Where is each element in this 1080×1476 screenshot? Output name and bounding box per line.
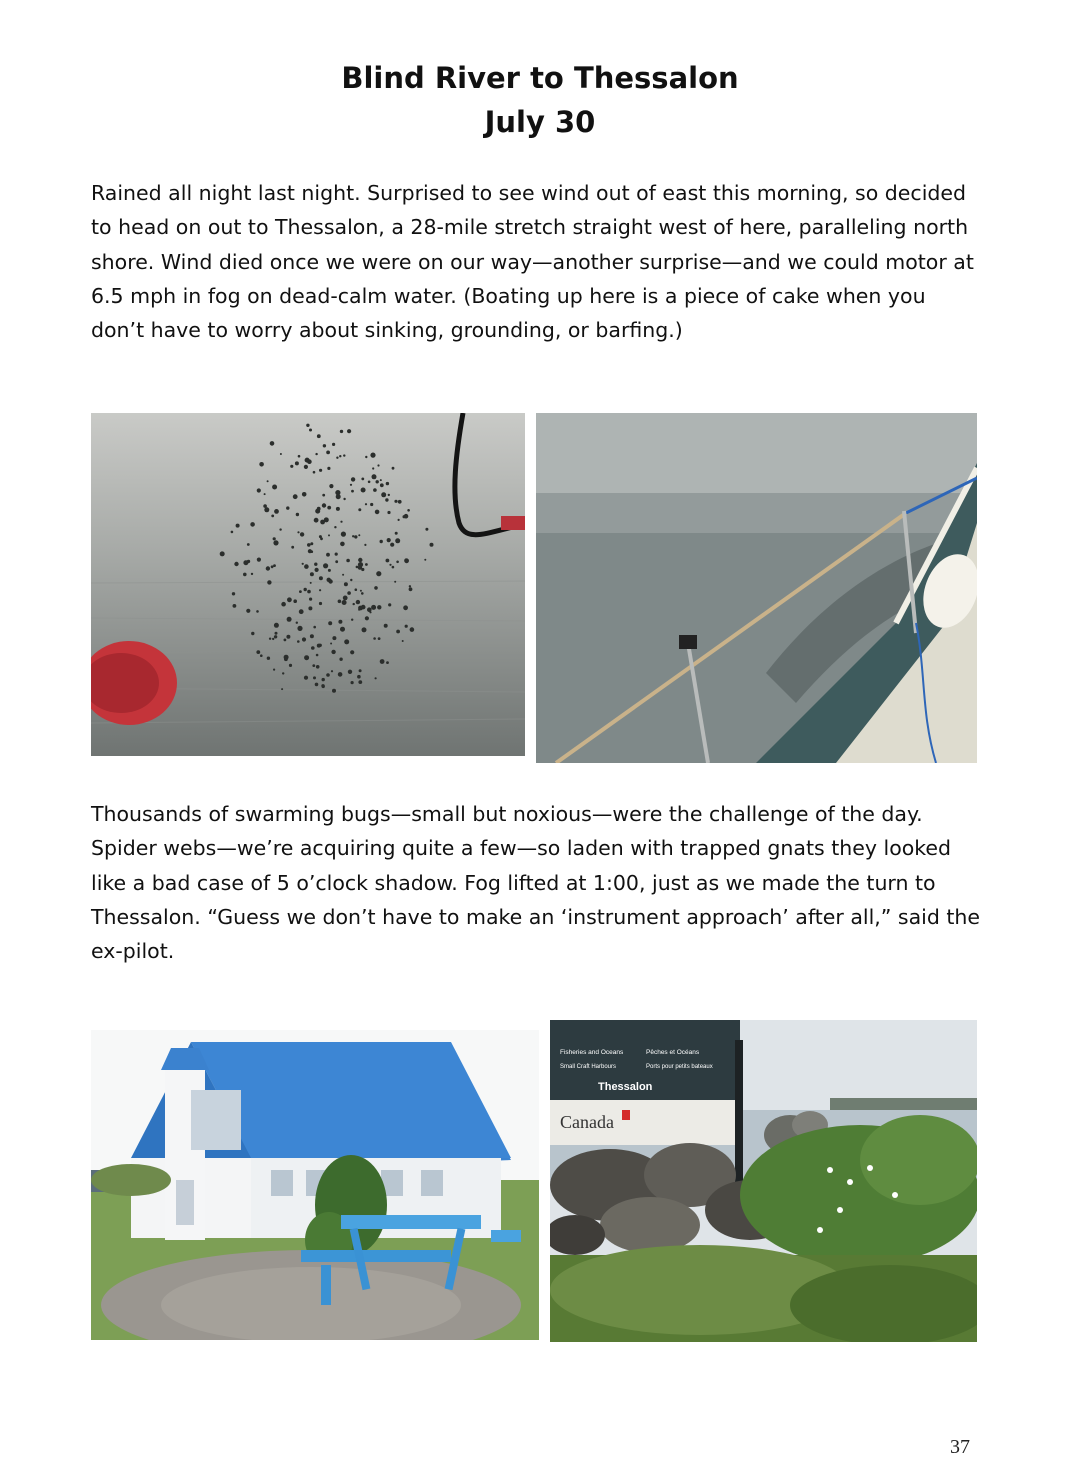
paragraph-bugs: Thousands of swarming bugs—small but noxious—were the challenge of the day. Spider webs—we’re acquiring quite a few—so laden with trapped gnats they looked like a bad case of 5 o’clock shadow. Fog lifted at 1:00, just as we made the turn to Thessalon. “Guess we don’t have to make an ‘instrument approach’ after all,” said the ex-pilot. bbox=[91, 802, 981, 964]
sign-wordmark: Canada bbox=[560, 1112, 614, 1132]
photo-harbour-building bbox=[91, 1030, 539, 1340]
sign-dept-en: Fisheries and Oceans bbox=[560, 1049, 624, 1056]
sign-program-en: Small Craft Harbours bbox=[560, 1064, 617, 1070]
sign-place: Thessalon bbox=[598, 1081, 653, 1093]
page-number: 37 bbox=[950, 1436, 970, 1458]
page-date: July 30 bbox=[484, 105, 596, 139]
photo-boat-bow bbox=[536, 413, 977, 763]
sign-program-fr: Ports pour petits bateaux bbox=[646, 1064, 713, 1070]
paragraph-intro: Rained all night last night. Surprised to see wind out of east this morning, so decided to head on out to Thessalon, a 28-mile stretch straight west of here, paralleling north shore. Wind died once we were on our way—another surprise—and we could motor at 6.5 mph in fog on dead-calm water. (Boating up here is a piece of cake when you don’t have to worry about sinking, grounding, or barfing.) bbox=[91, 181, 974, 343]
page-title: Blind River to Thessalon bbox=[341, 61, 739, 95]
sign-dept-fr: Pêches et Océans bbox=[646, 1049, 700, 1056]
photo-thessalon-sign bbox=[550, 1020, 977, 1342]
photo-bugs-over-water bbox=[91, 413, 525, 756]
